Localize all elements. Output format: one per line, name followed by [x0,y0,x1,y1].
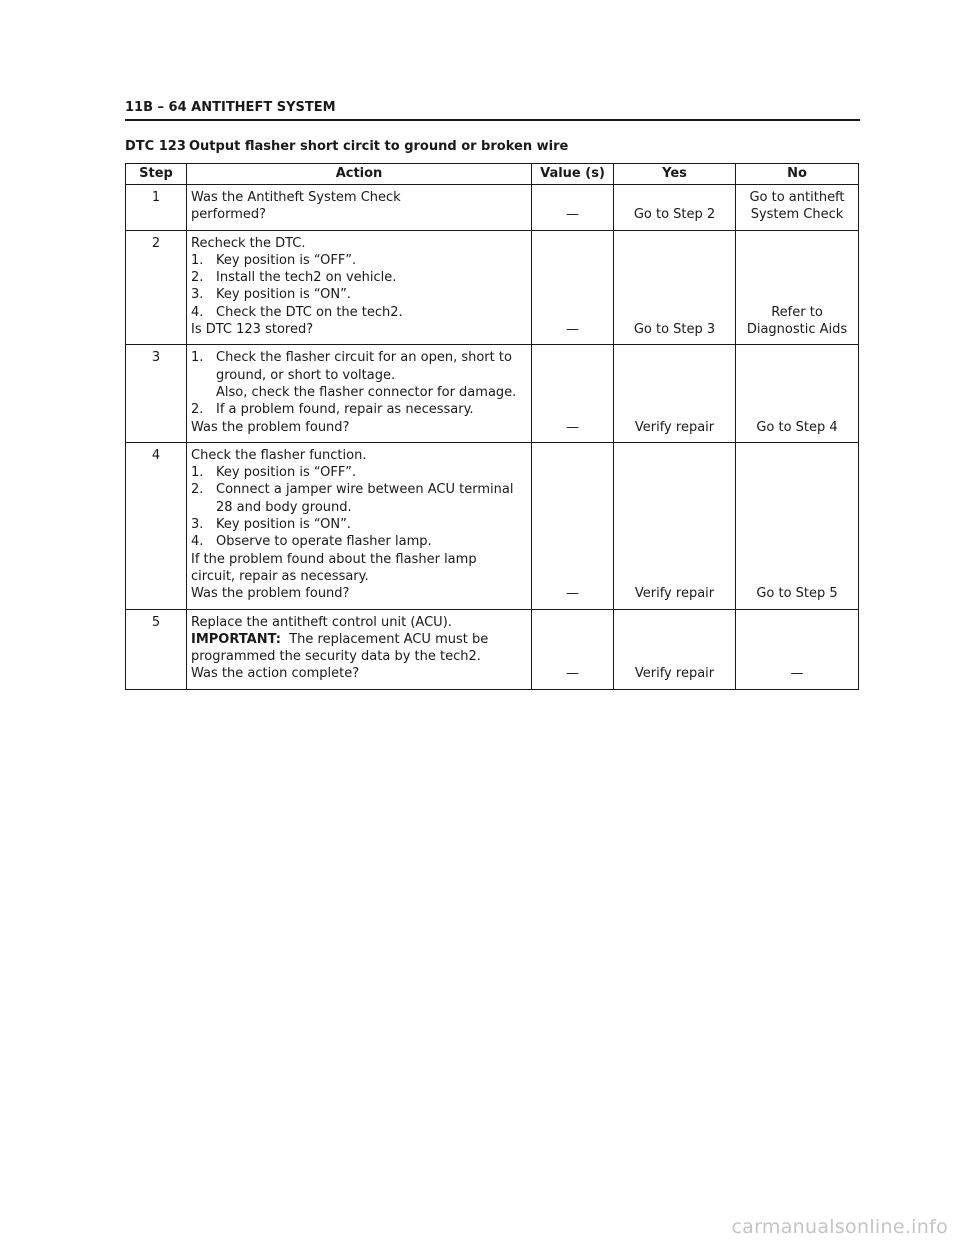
action-list-item [191,401,527,418]
page-header: 11B – 64 ANTITHEFT SYSTEM [125,100,860,121]
step-number: 4 [126,442,187,609]
action-list-item [191,269,527,286]
table-row [126,230,859,345]
no-text: Diagnostic Aids [746,322,848,338]
item-number: 1. [191,350,204,366]
no-text: — [790,666,804,682]
action-list-item [191,516,527,533]
yes-cell: Verify repair [614,345,736,442]
step-number: 5 [126,609,187,689]
table-row [126,609,859,689]
action-cell [187,185,532,231]
value-cell: — [532,442,614,609]
table-row [126,185,859,231]
column-header-value: Value (s) [532,164,614,185]
action-text: performed? [191,207,267,223]
no-text: Go to Step 4 [756,419,838,435]
diagnostic-table [125,163,859,690]
dtc-description: Output flasher short circit to ground or broken wire [189,139,569,154]
no-cell [736,442,859,609]
yes-cell: Verify repair [614,609,736,689]
action-list-item [191,464,527,481]
action-question: Was the problem found? [191,419,350,435]
action-intro: Replace the antitheft control unit (ACU). [191,614,452,630]
item-text: Also, check the flasher connector for damage. [216,384,517,400]
item-number: 1. [191,465,204,481]
item-number: 2. [191,402,204,418]
column-header-step: Step [126,164,187,185]
no-cell [736,345,859,442]
action-list-item [191,533,527,550]
item-number: 3. [191,517,204,533]
item-text: 28 and body ground. [216,499,352,515]
table-row [126,442,859,609]
action-cell [187,609,532,689]
no-text: Refer to [771,304,823,320]
item-text: Check the flasher circuit for an open, short to [216,350,512,366]
no-cell [736,185,859,231]
action-note: circuit, repair as necessary. [191,568,369,584]
no-text: Go to antitheft [749,190,845,205]
item-text: Key position is “ON”. [216,517,351,533]
yes-cell: Verify repair [614,442,736,609]
action-question: Was the problem found? [191,586,350,602]
value-cell: — [532,230,614,345]
dtc-code: DTC 123 [125,139,186,154]
action-list-item [191,481,527,516]
action-question: Is DTC 123 stored? [191,322,314,338]
item-number: 4. [191,534,204,550]
value-cell: — [532,345,614,442]
no-cell [736,230,859,345]
important-note [191,631,527,648]
step-number: 2 [126,230,187,345]
action-list-item [191,252,527,269]
item-number: 1. [191,252,204,268]
table-header-row [126,164,859,185]
yes-cell: Go to Step 2 [614,185,736,231]
step-number: 3 [126,345,187,442]
action-intro: Check the flasher function. [191,447,367,463]
action-cell [187,345,532,442]
column-header-action: Action [187,164,532,185]
item-number: 4. [191,304,204,320]
item-number: 2. [191,270,204,286]
item-number: 3. [191,287,204,303]
item-text: Key position is “OFF”. [216,465,357,481]
value-cell: — [532,185,614,231]
action-cell [187,230,532,345]
important-label: IMPORTANT: [191,631,281,647]
action-intro: Recheck the DTC. [191,235,306,251]
item-text: Key position is “OFF”. [216,252,357,268]
item-text: Connect a jamper wire between ACU terminal [216,482,514,498]
action-list-item [191,286,527,303]
item-number: 2. [191,482,204,498]
item-text: Key position is “ON”. [216,287,351,303]
watermark: carmanualsonline.info [731,1216,948,1238]
item-text: Observe to operate flasher lamp. [216,534,432,550]
table-row [126,345,859,442]
important-text: The replacement ACU must be [289,631,489,647]
value-cell: — [532,609,614,689]
step-number: 1 [126,185,187,231]
item-text: ground, or short to voltage. [216,367,396,383]
action-question: Was the action complete? [191,666,360,682]
action-text: Was the Antitheft System Check [191,190,401,205]
no-text: System Check [750,207,844,223]
action-list-item [191,349,527,401]
no-text: Go to Step 5 [756,586,838,602]
action-cell [187,442,532,609]
column-header-yes: Yes [614,164,736,185]
no-cell [736,609,859,689]
yes-cell: Go to Step 3 [614,230,736,345]
item-text: If a problem found, repair as necessary. [216,402,474,418]
important-continuation: programmed the security data by the tech2. [191,649,481,665]
column-header-no: No [736,164,859,185]
item-text: Install the tech2 on vehicle. [216,270,397,286]
action-note: If the problem found about the flasher lamp [191,551,477,567]
action-list-item [191,304,527,321]
dtc-heading [125,139,568,154]
item-text: Check the DTC on the tech2. [216,304,403,320]
